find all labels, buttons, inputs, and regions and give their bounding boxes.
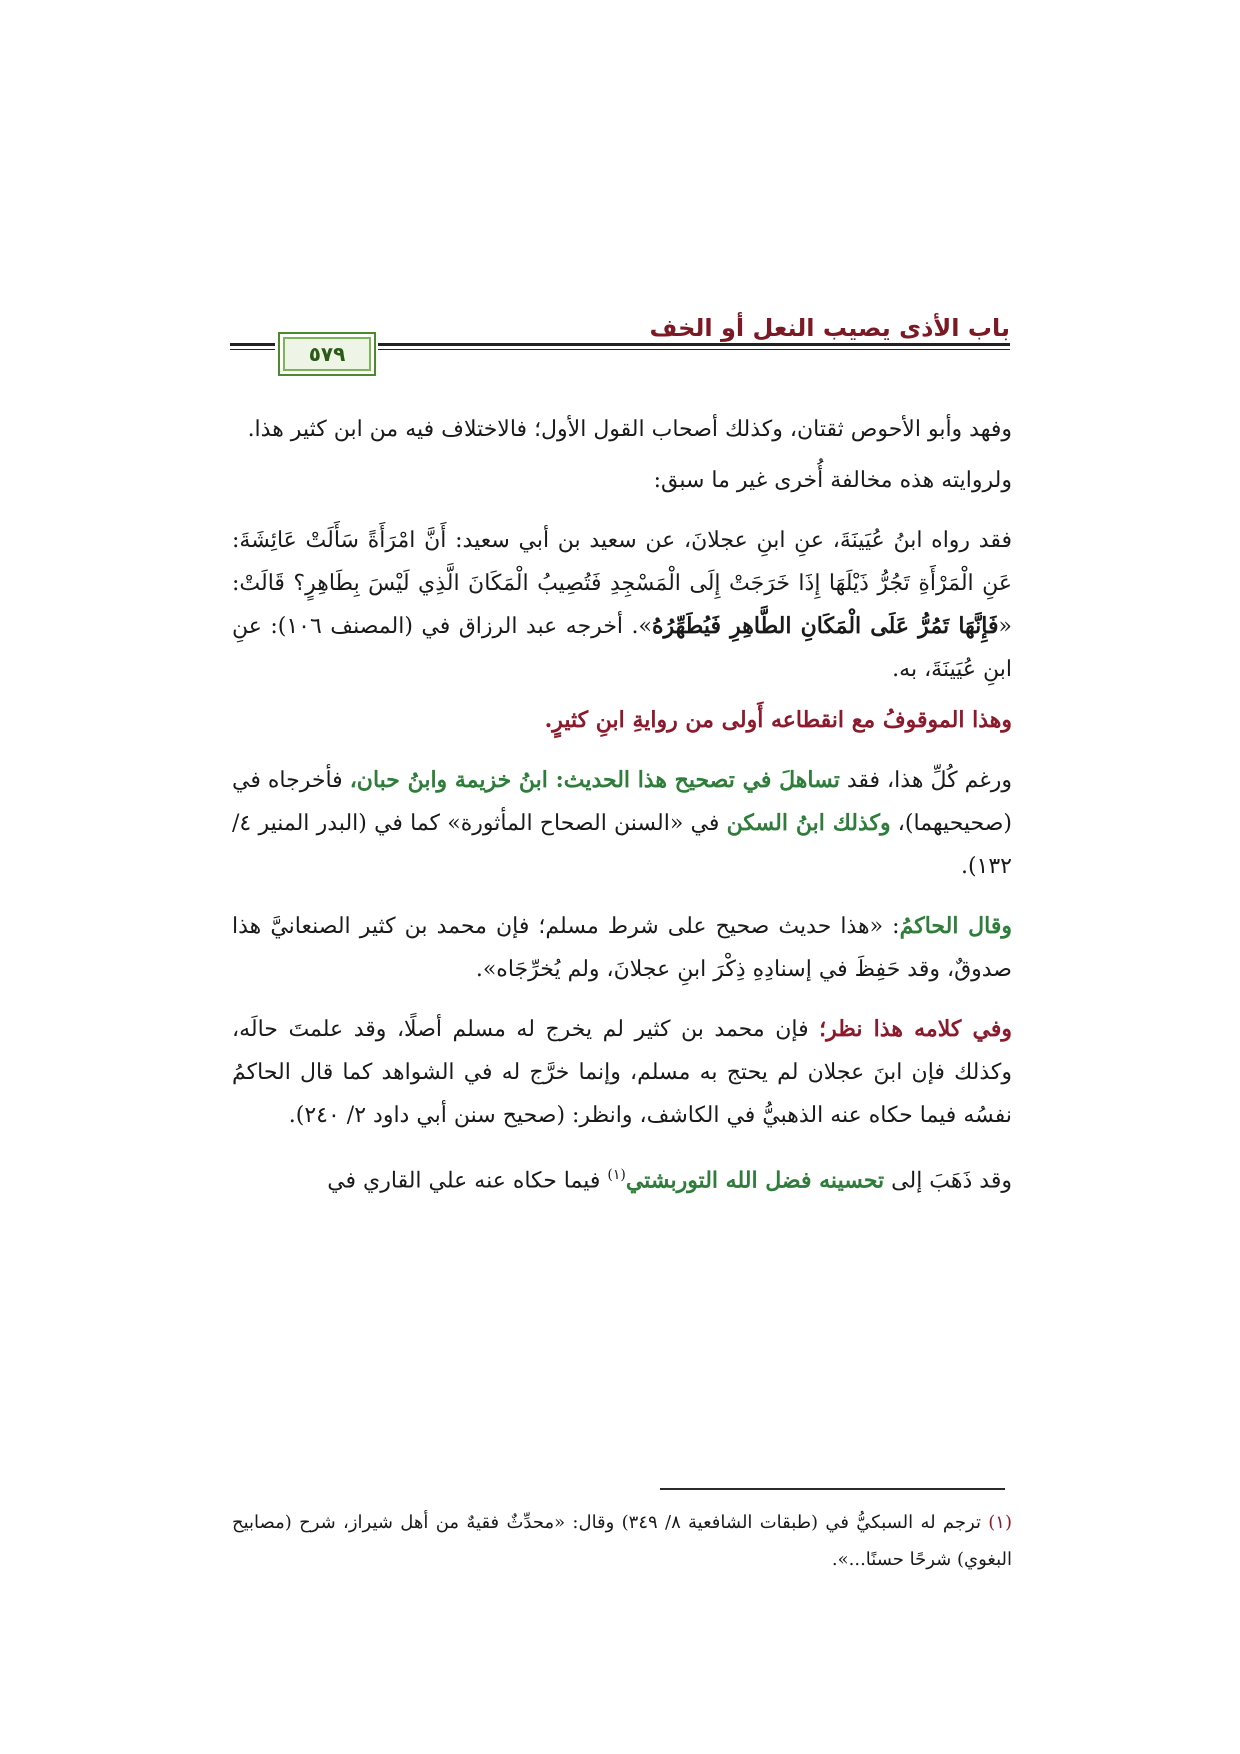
paragraph-2: ولروايته هذه مخالفة أُخرى غير ما سبق:	[653, 468, 1012, 493]
paragraph-8-intro: وقد ذَهَبَ إلى	[884, 1168, 1012, 1194]
ruling-statement: وهذا الموقوفُ مع انقطاعه أَولى من روايةِ ابنِ كثيرٍ.	[544, 707, 1012, 733]
footnotes	[232, 1504, 1012, 1578]
paragraph-7	[232, 1008, 1012, 1137]
page-number-badge	[278, 332, 376, 376]
highlight-ibn-sakan: وكذلك ابنُ السكن	[726, 810, 891, 836]
footnote-ref-1[interactable]: (١)	[607, 1167, 626, 1183]
paragraph-3	[232, 519, 1012, 691]
body-text	[232, 408, 1012, 1219]
footnote-1	[232, 1504, 1012, 1578]
paragraph-6-quote: : «هذا حديث صحيح على شرط مسلم؛ فإن محمد بن كثير الصنعانيَّ هذا صدوقٌ، وقد حَفِظَ في إسنادِهِ ذِكْرَ ابنِ عجلانَ، ولم يُخرِّجَاه».	[232, 914, 1012, 982]
paragraph-5-intro: ورغم كُلِّ هذا، فقد	[839, 768, 1012, 793]
hadith-quote: فَإِنَّهَا تَمُرُّ عَلَى الْمَكَانِ الطَّاهِرِ فَيُطَهِّرُهُ	[651, 613, 999, 639]
paragraph-3-text: فقد رواه ابنُ عُيَينَةَ، عنِ ابنِ عجلانَ، عن سعيد بن أبي سعيد: أَنَّ امْرَأَةً سَأَلَتْ عَائِشَةَ: عَنِ الْمَرْأَةِ تَجُرُّ ذَيْلَهَا إِذَا خَرَجَتْ إِلَى الْمَسْجِدِ فَتُصِيبُ الْمَكَانَ الَّذِي لَيْسَ بِطَاهِرٍ؟ قَالَتْ: «	[232, 528, 1012, 639]
header-rule-left-top	[230, 343, 275, 346]
highlight-nazar: وفي كلامه هذا نظر؛	[819, 1016, 1012, 1042]
chapter-title: باب الأذى يصيب النعل أو الخف	[649, 314, 1010, 342]
highlight-tasahul: تساهلَ في تصحيح هذا الحديث: ابنُ خزيمة وابنُ حبان،	[349, 767, 840, 793]
highlight-turbashti: تحسينه فضل الله التوربشتي	[625, 1167, 885, 1194]
header-rule-left-bottom	[230, 349, 275, 350]
running-header	[230, 310, 1010, 400]
paragraph-5-mid: فأخرجاه في (صحيحيهما)،	[232, 768, 1013, 836]
footnote-separator	[660, 1488, 1005, 1490]
paragraph-3-source: ». أخرجه عبد الرزاق في (المصنف ١٠٦): عنِ ابنِ عُيَينَةَ، به.	[232, 614, 1012, 682]
paragraph-8-end: فيما حكاه عنه علي القاري في	[327, 1168, 608, 1194]
paragraph-6	[232, 905, 1012, 991]
paragraph-5	[232, 759, 1012, 888]
header-rule-right-top	[378, 343, 1010, 346]
header-rule-right-bottom	[378, 349, 1010, 350]
paragraph-5-end: في «السنن الصحاح المأثورة» كما في (البدر المنير ٤/ ١٣٢).	[232, 811, 1012, 879]
paragraph-7-text: فإن محمد بن كثير لم يخرج له مسلم أصلًا، وقد علمتَ حالَه، وكذلك فإن ابنَ عجلان لم يحتج به مسلم، وإنما خرَّج له في الشواهد كما قال الحاكمُ نفسُه فيما حكاه عنه الذهبيُّ في الكاشف، وانظر: (صحيح سنن أبي داود ٢/ ٢٤٠).	[232, 1017, 1012, 1128]
highlight-hakim: وقال الحاكمُ	[899, 913, 1012, 939]
paragraph-1: وفهد وأبو الأحوص ثقتان، وكذلك أصحاب القول الأول؛ فالاختلاف فيه من ابن كثير هذا.	[247, 417, 1012, 442]
footnote-1-text: ترجم له السبكيُّ في (طبقات الشافعية ٨/ ٣٤٩) وقال: «محدِّثٌ فقيهٌ من أهل شيراز، شرح (مصابيح البغوي) شرحًا حسنًا...».	[232, 1512, 1012, 1570]
page-number: ٥٧٩	[308, 342, 346, 366]
paragraph-8	[232, 1154, 1012, 1202]
footnote-1-marker: (١)	[988, 1512, 1012, 1533]
